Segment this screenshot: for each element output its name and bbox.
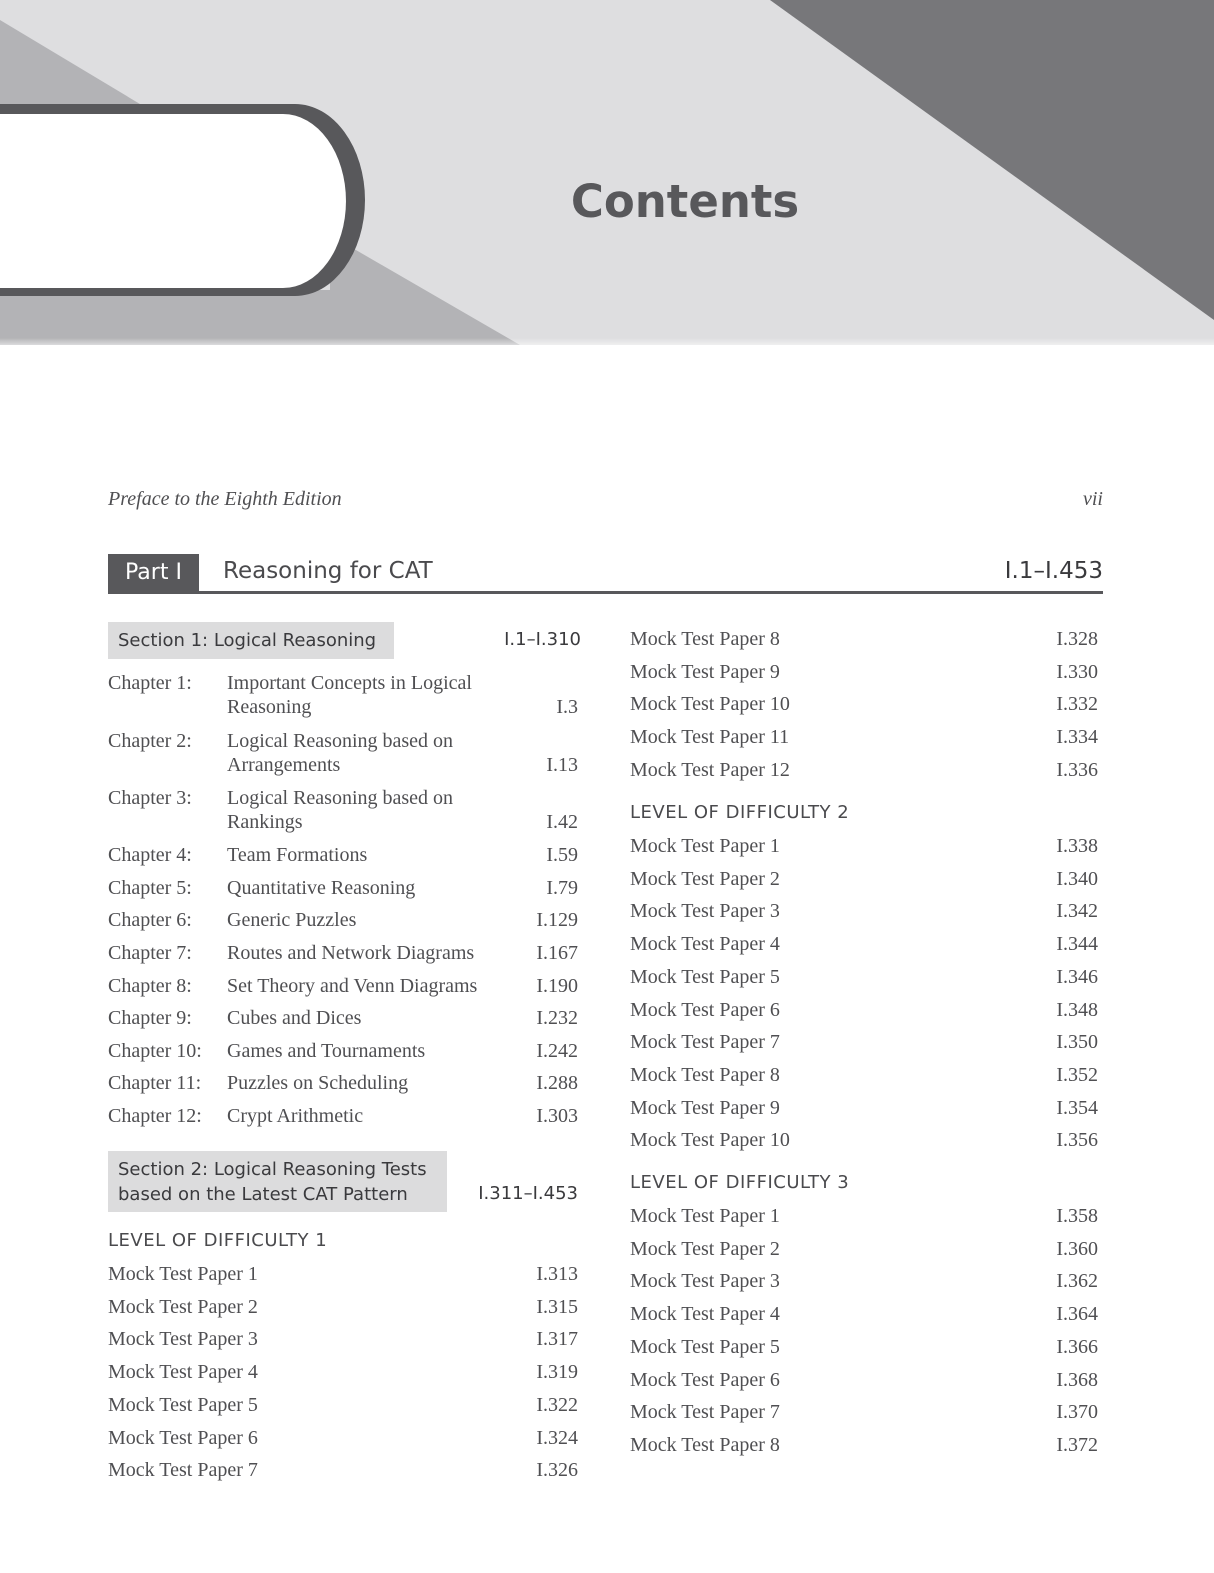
mock-paper-page: I.326 bbox=[536, 1459, 578, 1481]
mock-paper-label: Mock Test Paper 9 bbox=[630, 661, 780, 683]
chapter-title: Quantitative Reasoning bbox=[227, 877, 416, 899]
chapter-page: I.42 bbox=[546, 811, 578, 833]
part-title: Reasoning for CAT bbox=[223, 558, 433, 584]
mock-paper-page: I.313 bbox=[536, 1263, 578, 1285]
mock-paper-page: I.332 bbox=[1056, 693, 1098, 715]
chapter-number: Chapter 4: bbox=[108, 844, 192, 866]
mock-paper-label: Mock Test Paper 10 bbox=[630, 1129, 790, 1151]
chapter-page: I.59 bbox=[546, 844, 578, 866]
chapter-page: I.13 bbox=[546, 754, 578, 776]
mock-paper-page: I.340 bbox=[1056, 868, 1098, 890]
mock-paper-label: Mock Test Paper 7 bbox=[630, 1031, 780, 1053]
preface-page: vii bbox=[1083, 488, 1103, 510]
mock-paper-label: Mock Test Paper 1 bbox=[108, 1263, 258, 1285]
chapter-title: Logical Reasoning based on bbox=[227, 730, 454, 752]
chapter-page: I.167 bbox=[536, 942, 578, 964]
mock-paper-page: I.317 bbox=[536, 1328, 578, 1350]
mock-paper-label: Mock Test Paper 7 bbox=[108, 1459, 258, 1481]
preface-label: Preface to the Eighth Edition bbox=[108, 488, 342, 510]
mock-paper-page: I.366 bbox=[1056, 1336, 1098, 1358]
mock-paper-page: I.330 bbox=[1056, 661, 1098, 683]
mock-paper-label: Mock Test Paper 6 bbox=[108, 1427, 258, 1449]
section-2-title-line-1: Section 2: Logical Reasoning Tests bbox=[118, 1159, 427, 1180]
mock-paper-label: Mock Test Paper 8 bbox=[630, 1064, 780, 1086]
mock-paper-page: I.322 bbox=[536, 1394, 578, 1416]
mock-paper-page: I.354 bbox=[1056, 1097, 1098, 1119]
mock-paper-page: I.346 bbox=[1056, 966, 1098, 988]
section-2-title-line-2: based on the Latest CAT Pattern bbox=[118, 1184, 408, 1205]
mock-paper-label: Mock Test Paper 5 bbox=[630, 966, 780, 988]
section-2-range: I.311–I.453 bbox=[478, 1183, 578, 1204]
chapter-title: Reasoning bbox=[227, 696, 312, 718]
mock-paper-label: Mock Test Paper 4 bbox=[630, 1303, 780, 1325]
chapter-page: I.303 bbox=[536, 1105, 578, 1127]
mock-paper-label: Mock Test Paper 2 bbox=[630, 1238, 780, 1260]
chapter-title: Logical Reasoning based on bbox=[227, 787, 454, 809]
chapter-page: I.129 bbox=[536, 909, 578, 931]
chapter-title: Games and Tournaments bbox=[227, 1040, 426, 1062]
mock-paper-page: I.328 bbox=[1056, 628, 1098, 650]
mock-paper-page: I.319 bbox=[536, 1361, 578, 1383]
mock-paper-page: I.356 bbox=[1056, 1129, 1098, 1151]
chapter-title: Puzzles on Scheduling bbox=[227, 1072, 409, 1094]
mock-paper-page: I.324 bbox=[536, 1427, 578, 1449]
chapter-title: Arrangements bbox=[227, 754, 341, 776]
section-1-heading: Section 1: Logical Reasoning bbox=[108, 622, 394, 659]
mock-paper-label: Mock Test Paper 7 bbox=[630, 1401, 780, 1423]
mock-paper-label: Mock Test Paper 3 bbox=[108, 1328, 258, 1350]
mock-paper-label: Mock Test Paper 6 bbox=[630, 1369, 780, 1391]
chapter-title: Important Concepts in Logical bbox=[227, 672, 472, 694]
mock-paper-page: I.372 bbox=[1056, 1434, 1098, 1456]
mock-paper-label: Mock Test Paper 4 bbox=[630, 933, 780, 955]
mock-paper-label: Mock Test Paper 5 bbox=[630, 1336, 780, 1358]
chapter-title: Crypt Arithmetic bbox=[227, 1105, 364, 1127]
mock-paper-page: I.338 bbox=[1056, 835, 1098, 857]
mock-paper-page: I.334 bbox=[1056, 726, 1098, 748]
level-2-heading: LEVEL OF DIFFICULTY 2 bbox=[630, 802, 850, 823]
section-2-heading bbox=[108, 1151, 447, 1212]
mock-paper-page: I.368 bbox=[1056, 1369, 1098, 1391]
mock-paper-page: I.370 bbox=[1056, 1401, 1098, 1423]
chapter-title: Generic Puzzles bbox=[227, 909, 357, 931]
mock-paper-label: Mock Test Paper 1 bbox=[630, 1205, 780, 1227]
chapter-page: I.242 bbox=[536, 1040, 578, 1062]
mock-paper-label: Mock Test Paper 9 bbox=[630, 1097, 780, 1119]
chapter-number: Chapter 12: bbox=[108, 1105, 202, 1127]
mock-paper-page: I.348 bbox=[1056, 999, 1098, 1021]
chapter-title: Routes and Network Diagrams bbox=[227, 942, 475, 964]
chapter-title: Cubes and Dices bbox=[227, 1007, 362, 1029]
mock-paper-label: Mock Test Paper 2 bbox=[630, 868, 780, 890]
chapter-title: Rankings bbox=[227, 811, 303, 833]
mock-paper-label: Mock Test Paper 10 bbox=[630, 693, 790, 715]
mock-paper-page: I.344 bbox=[1056, 933, 1098, 955]
mock-paper-label: Mock Test Paper 12 bbox=[630, 759, 790, 781]
chapter-number: Chapter 10: bbox=[108, 1040, 202, 1062]
level-3-heading: LEVEL OF DIFFICULTY 3 bbox=[630, 1172, 850, 1193]
mock-paper-page: I.350 bbox=[1056, 1031, 1098, 1053]
mock-paper-label: Mock Test Paper 8 bbox=[630, 628, 780, 650]
mock-paper-page: I.352 bbox=[1056, 1064, 1098, 1086]
level-1-heading: LEVEL OF DIFFICULTY 1 bbox=[108, 1230, 328, 1251]
mock-paper-label: Mock Test Paper 6 bbox=[630, 999, 780, 1021]
chapter-number: Chapter 7: bbox=[108, 942, 192, 964]
mock-paper-label: Mock Test Paper 4 bbox=[108, 1361, 258, 1383]
chapter-page: I.190 bbox=[536, 975, 578, 997]
part-divider bbox=[108, 591, 1103, 594]
chapter-title: Team Formations bbox=[227, 844, 368, 866]
mock-paper-page: I.364 bbox=[1056, 1303, 1098, 1325]
mock-paper-page: I.336 bbox=[1056, 759, 1098, 781]
chapter-number: Chapter 3: bbox=[108, 787, 192, 809]
chapter-number: Chapter 11: bbox=[108, 1072, 202, 1094]
chapter-number: Chapter 8: bbox=[108, 975, 192, 997]
mock-paper-label: Mock Test Paper 3 bbox=[630, 900, 780, 922]
chapter-page: I.288 bbox=[536, 1072, 578, 1094]
mock-paper-page: I.342 bbox=[1056, 900, 1098, 922]
chapter-number: Chapter 5: bbox=[108, 877, 192, 899]
mock-paper-label: Mock Test Paper 8 bbox=[630, 1434, 780, 1456]
mock-paper-label: Mock Test Paper 11 bbox=[630, 726, 790, 748]
mock-paper-page: I.315 bbox=[536, 1296, 578, 1318]
part-range: I.1–I.453 bbox=[1004, 558, 1103, 584]
chapter-number: Chapter 2: bbox=[108, 730, 192, 752]
chapter-page: I.232 bbox=[536, 1007, 578, 1029]
page-title: Contents bbox=[570, 175, 800, 228]
mock-paper-label: Mock Test Paper 5 bbox=[108, 1394, 258, 1416]
mock-paper-page: I.362 bbox=[1056, 1270, 1098, 1292]
chapter-title: Set Theory and Venn Diagrams bbox=[227, 975, 478, 997]
chapter-number: Chapter 9: bbox=[108, 1007, 192, 1029]
mock-paper-label: Mock Test Paper 2 bbox=[108, 1296, 258, 1318]
mock-paper-page: I.360 bbox=[1056, 1238, 1098, 1260]
chapter-page: I.3 bbox=[556, 696, 578, 718]
mock-paper-label: Mock Test Paper 1 bbox=[630, 835, 780, 857]
mock-paper-page: I.358 bbox=[1056, 1205, 1098, 1227]
section-1-range: I.1–I.310 bbox=[504, 629, 581, 650]
chapter-page: I.79 bbox=[546, 877, 578, 899]
mock-paper-label: Mock Test Paper 3 bbox=[630, 1270, 780, 1292]
chapter-number: Chapter 1: bbox=[108, 672, 192, 694]
chapter-number: Chapter 6: bbox=[108, 909, 192, 931]
part-badge: Part I bbox=[108, 554, 199, 592]
